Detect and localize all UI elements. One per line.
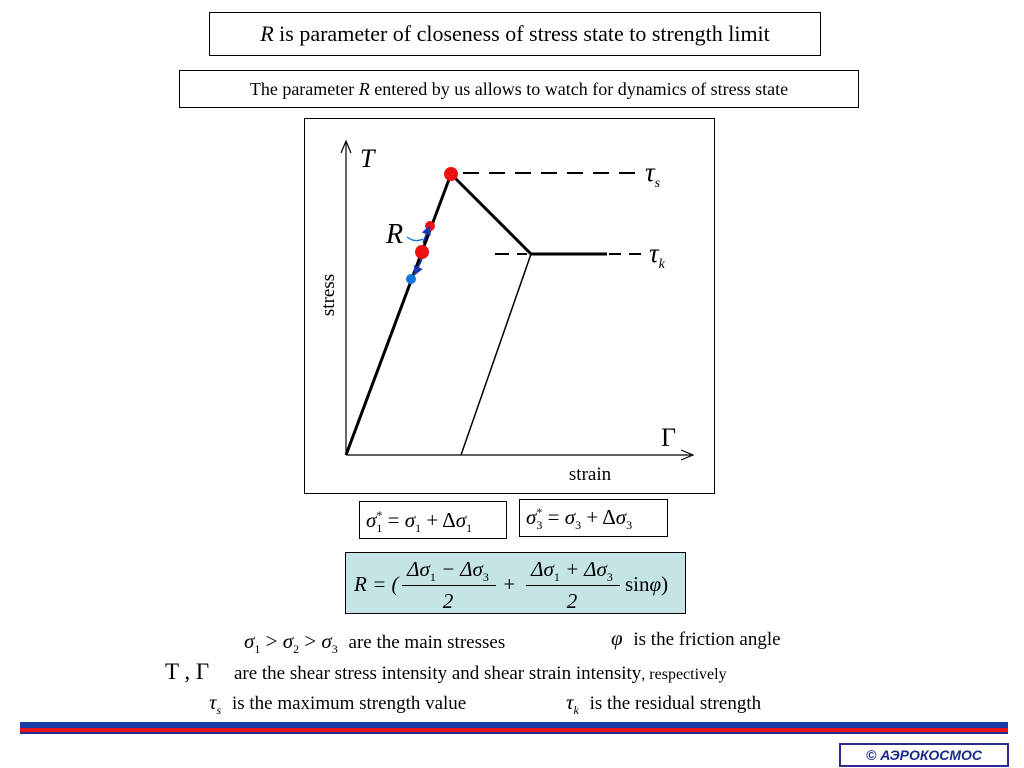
- state-point-upper: [425, 221, 435, 231]
- r-label-connector: [407, 237, 423, 241]
- legend-tau-s: $\tau_s$ is the maximum strength value: [209, 690, 467, 717]
- equation-sigma3-star: [519, 499, 668, 537]
- eq2-plus: +: [581, 505, 603, 529]
- eq1-lhs-sub: 1: [376, 521, 383, 536]
- eq1-equals: =: [382, 508, 405, 532]
- eq3-fraction1-denominator: 2: [442, 589, 454, 613]
- eq2-equals: =: [542, 505, 565, 529]
- eq1-a-sub: 1: [415, 521, 422, 536]
- eq2-lhs-sub: 3: [536, 518, 543, 533]
- subtitle-pre: The parameter: [249, 78, 359, 99]
- eq2-delta: Δ: [602, 505, 616, 529]
- subtitle-box: [179, 70, 859, 108]
- eq1-b-sub: 1: [466, 521, 473, 536]
- respectively-text: , respectively: [641, 666, 727, 683]
- eq1-a: σ: [404, 508, 416, 532]
- eq1-plus: +: [421, 508, 443, 532]
- subtitle-symbol: R: [358, 78, 370, 99]
- eq3-fraction2-bar: [526, 585, 620, 586]
- eq2-b: σ: [615, 505, 627, 529]
- friction-angle-text: is the friction angle: [633, 629, 781, 650]
- tau-s-label: $\tau_s$: [645, 157, 661, 191]
- eq3-fraction1-bar: [402, 585, 496, 586]
- state-point-middle: [415, 245, 429, 259]
- tau-k-label: $\tau_k$: [649, 238, 665, 272]
- state-point-lower: [406, 274, 416, 284]
- eq3-tail: sinφ): [625, 572, 669, 596]
- eq2-lhs-sup: *: [536, 505, 543, 519]
- tau-k-text: is the residual strength: [589, 693, 762, 714]
- eq3-fraction1-numerator: $\Delta\sigma_1 - \Delta\sigma_3$: [407, 557, 489, 585]
- tau-s-text: is the maximum strength value: [231, 693, 467, 714]
- eq1-lhs: σ: [366, 508, 377, 532]
- peak-point: [444, 167, 458, 181]
- eq2-a-sub: 3: [575, 518, 582, 533]
- unloading-line: [461, 254, 531, 455]
- legend-main-stresses: $\sigma_1 > \sigma_2 > \sigma_3$ are the main stresses: [244, 629, 506, 656]
- softening-branch: [451, 174, 531, 254]
- title-box: [209, 12, 821, 56]
- legend-friction-angle: [611, 626, 781, 651]
- loading-branch: [346, 174, 451, 455]
- footer-stripe-navy: [20, 732, 1008, 734]
- eq2-lhs: σ: [526, 505, 537, 529]
- phi-symbol: φ: [611, 626, 623, 650]
- legend-intensities: [165, 659, 727, 685]
- title-text: is parameter of closeness of stress state to strength limit: [273, 21, 770, 46]
- eq3-lhs: R = (: [354, 572, 399, 596]
- aerocosmos-logo: © АЭРОКОСМОС: [839, 743, 1009, 767]
- legend-tau-k: $\tau_k$ is the residual strength: [566, 690, 762, 717]
- tg-symbols: Τ , Γ: [165, 659, 210, 684]
- main-stresses-text: are the main stresses: [348, 632, 506, 653]
- y-axis-label: stress: [318, 273, 339, 317]
- title-symbol: R: [260, 21, 274, 46]
- y-axis-symbol: T: [360, 144, 375, 173]
- eq1-delta: Δ: [442, 508, 456, 532]
- equation-r-definition: [345, 552, 686, 614]
- subtitle-post: entered by us allows to watch for dynamics of stress state: [369, 78, 789, 99]
- r-parameter-label: R: [386, 219, 404, 250]
- x-axis-label: strain: [568, 464, 612, 485]
- equation-sigma1-star: [359, 501, 507, 539]
- eq3-fraction2-denominator: 2: [566, 589, 578, 613]
- x-axis-symbol: Γ: [661, 423, 677, 452]
- stress-strain-diagram: [304, 118, 715, 494]
- eq2-b-sub: 3: [626, 518, 633, 533]
- intensities-text: are the shear stress intensity and shear strain intensity: [233, 663, 642, 684]
- eq2-a: σ: [564, 505, 576, 529]
- eq1-b: σ: [455, 508, 467, 532]
- diagram-canvas: [305, 119, 714, 493]
- tau-k-subscript: k: [658, 257, 665, 272]
- eq3-plus: +: [502, 572, 517, 596]
- eq3-fraction2-numerator: $\Delta\sigma_1 + \Delta\sigma_3$: [531, 557, 613, 585]
- eq1-lhs-sup: *: [376, 508, 383, 522]
- tau-s-subscript: s: [654, 176, 661, 191]
